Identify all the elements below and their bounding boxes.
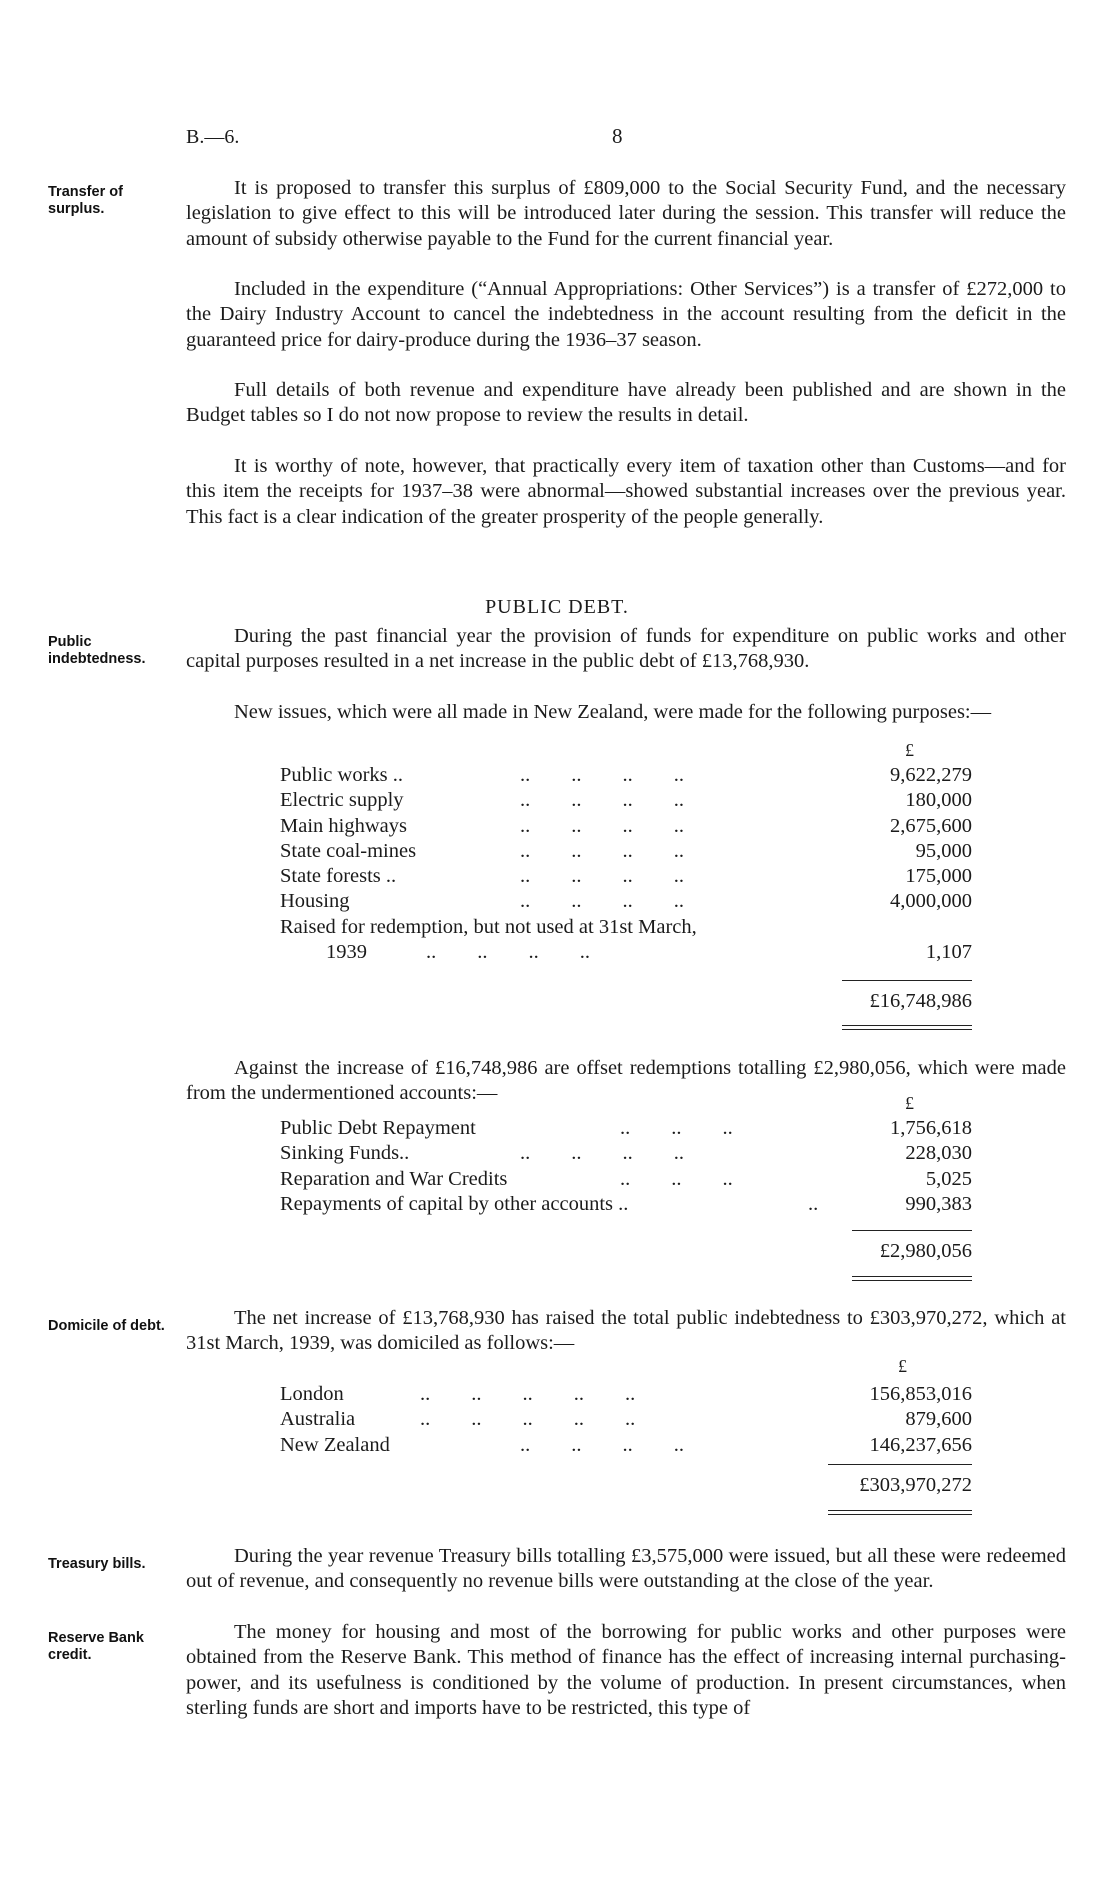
- row-label: State coal-mines: [280, 839, 417, 862]
- table-row: [280, 889, 972, 914]
- table-row: [280, 763, 972, 788]
- total-redemptions: £2,980,056: [879, 1240, 972, 1262]
- row-label: Public works ..: [280, 764, 403, 786]
- row-label: Raised for redemption, but not used at 31st March,: [280, 915, 697, 938]
- currency-unit-domicile: £: [898, 1356, 907, 1376]
- margin-note-reserve-bank-credit: Reserve Bank credit.: [48, 1630, 144, 1663]
- margin-note-transfer-of-surplus: Transfer of surplus.: [48, 184, 123, 217]
- table-row: [280, 940, 972, 965]
- leader-dots: .. .. .. ..: [426, 941, 590, 964]
- paragraph-new-issues-intro: New issues, which were all made in New Zealand, were made for the following purposes:—: [234, 701, 992, 723]
- row-label: Reparation and War Credits: [280, 1167, 508, 1190]
- total-domicile: £303,970,272: [859, 1474, 972, 1496]
- paragraph-redemptions-intro: Against the increase of £16,748,986 are offset redemptions totalling £2,980,056, which were made from the undermentioned accounts:—: [186, 1057, 1066, 1105]
- table-row: [280, 1382, 972, 1407]
- leader-dots: .. .. ..: [620, 1167, 733, 1190]
- row-value: 4,000,000: [890, 890, 972, 913]
- row-label: New Zealand: [280, 1433, 390, 1456]
- table-row: [280, 864, 972, 889]
- row-label: Australia: [280, 1408, 356, 1431]
- leader-dots: .. .. .. ..: [520, 764, 684, 786]
- subtotal-rule: [852, 1230, 972, 1231]
- leader-dots: .. .. .. ..: [520, 839, 684, 862]
- paragraph-domicile-intro: The net increase of £13,768,930 has raised the total public indebtedness to £303,970,272, which at 31st March, 1939, was domiciled as follows:—: [186, 1307, 1066, 1355]
- currency-unit-new-issues: £: [905, 740, 914, 760]
- margin-note-domicile-of-debt: Domicile of debt.: [48, 1318, 165, 1334]
- table-row: [280, 915, 972, 940]
- leader-dots: .. .. .. .. ..: [420, 1383, 636, 1405]
- table-row: [280, 1407, 972, 1432]
- total-new-issues: £16,748,986: [869, 990, 972, 1012]
- table-row: [280, 1433, 972, 1458]
- table-redemptions: [280, 1116, 972, 1217]
- row-value: 228,030: [905, 1142, 972, 1165]
- leader-dots: .. .. .. .. ..: [420, 1408, 636, 1431]
- leader-dots: .. .. .. ..: [520, 1142, 684, 1165]
- currency-unit-redemptions: £: [905, 1093, 914, 1113]
- row-value: 175,000: [905, 865, 972, 888]
- total-double-rule: [852, 1276, 972, 1281]
- leader-dots: .. .. .. ..: [520, 1433, 684, 1456]
- table-row: [280, 839, 972, 864]
- paragraph-treasury-bills: During the year revenue Treasury bills totalling £3,575,000 were issued, but all these were redeemed out of revenue, and consequently no revenue bills were outstanding at the close of the year.: [186, 1545, 1066, 1593]
- row-label: State forests ..: [280, 865, 397, 888]
- section-heading-public-debt: PUBLIC DEBT.: [485, 596, 629, 618]
- row-value: 879,600: [905, 1408, 972, 1431]
- row-label: Sinking Funds..: [280, 1142, 410, 1165]
- table-row: [280, 1192, 972, 1217]
- row-value: 180,000: [905, 789, 972, 812]
- total-double-rule: [842, 1025, 972, 1030]
- row-label: London: [280, 1383, 344, 1405]
- table-row: [280, 1167, 972, 1192]
- table-row: [280, 788, 972, 813]
- row-value: 9,622,279: [890, 764, 972, 786]
- subtotal-rule: [828, 1464, 972, 1465]
- row-label: Housing: [280, 890, 350, 913]
- row-value: 1,756,618: [890, 1117, 972, 1139]
- margin-note-public-indebtedness: Public indebtedness.: [48, 634, 146, 667]
- leader-dots: .. .. .. ..: [520, 789, 684, 812]
- row-label: Electric supply: [280, 789, 404, 812]
- row-value: 146,237,656: [869, 1433, 972, 1456]
- row-value: 156,853,016: [869, 1383, 972, 1405]
- row-value: 95,000: [915, 839, 972, 862]
- row-value: 2,675,600: [890, 814, 972, 837]
- margin-note-treasury-bills: Treasury bills.: [48, 1556, 146, 1572]
- paragraph-taxation-increases: It is worthy of note, however, that practically every item of taxation other than Customs—and for this item the receipts for 1937–38 were abnormal—showed substantial increases over the previous year. This fact is a clear indication of the greater prosperity of the people generally.: [186, 455, 1066, 528]
- row-label: Main highways: [280, 814, 407, 837]
- row-label: 1939: [326, 941, 367, 964]
- table-row: [280, 814, 972, 839]
- row-label: Public Debt Repayment: [280, 1117, 476, 1139]
- paragraph-dairy-industry: Included in the expenditure (“Annual Appropriations: Other Services”) is a transfer of £272,000 to the Dairy Industry Account to cancel the indebtedness in the account resulting from the deficit in the guaranteed price for dairy-produce during the 1936–37 season.: [186, 278, 1066, 351]
- paragraph-net-increase: During the past financial year the provision of funds for expenditure on public works and other capital purposes resulted in a net increase in the public debt of £13,768,930.: [186, 625, 1066, 673]
- paragraph-budget-details: Full details of both revenue and expenditure have already been published and are shown in the Budget tables so I do not now propose to review the results in detail.: [186, 379, 1066, 427]
- leader-dots: .. .. .. ..: [520, 865, 684, 888]
- subtotal-rule: [842, 980, 972, 981]
- document-reference: B.—6.: [186, 126, 240, 148]
- table-new-issues: [280, 763, 972, 965]
- row-value: 1,107: [925, 941, 972, 964]
- row-label: Repayments of capital by other accounts ..: [280, 1192, 629, 1215]
- paragraph-surplus-transfer: It is proposed to transfer this surplus of £809,000 to the Social Security Fund, and the necessary legislation to give effect to this will be introduced later during the session. This transfer will reduce the amount of subsidy otherwise payable to the Fund for the current financial year.: [186, 177, 1066, 250]
- leader-dots: ..: [808, 1192, 819, 1215]
- table-row: [280, 1116, 972, 1141]
- row-value: 990,383: [905, 1192, 972, 1215]
- leader-dots: .. .. ..: [620, 1117, 733, 1139]
- leader-dots: .. .. .. ..: [520, 814, 684, 837]
- row-value: 5,025: [925, 1167, 972, 1190]
- paragraph-reserve-bank: The money for housing and most of the borrowing for public works and other purposes were obtained from the Reserve Bank. This method of finance has the effect of increasing internal purchasing-power, and its usefulness is conditioned by the volume of production. In present circumstances, when sterling funds are short and imports have to be restricted, this type of: [186, 1621, 1066, 1719]
- table-domicile: [280, 1382, 972, 1458]
- page-number: 8: [612, 124, 623, 148]
- total-double-rule: [828, 1510, 972, 1515]
- table-row: [280, 1141, 972, 1166]
- leader-dots: .. .. .. ..: [520, 890, 684, 913]
